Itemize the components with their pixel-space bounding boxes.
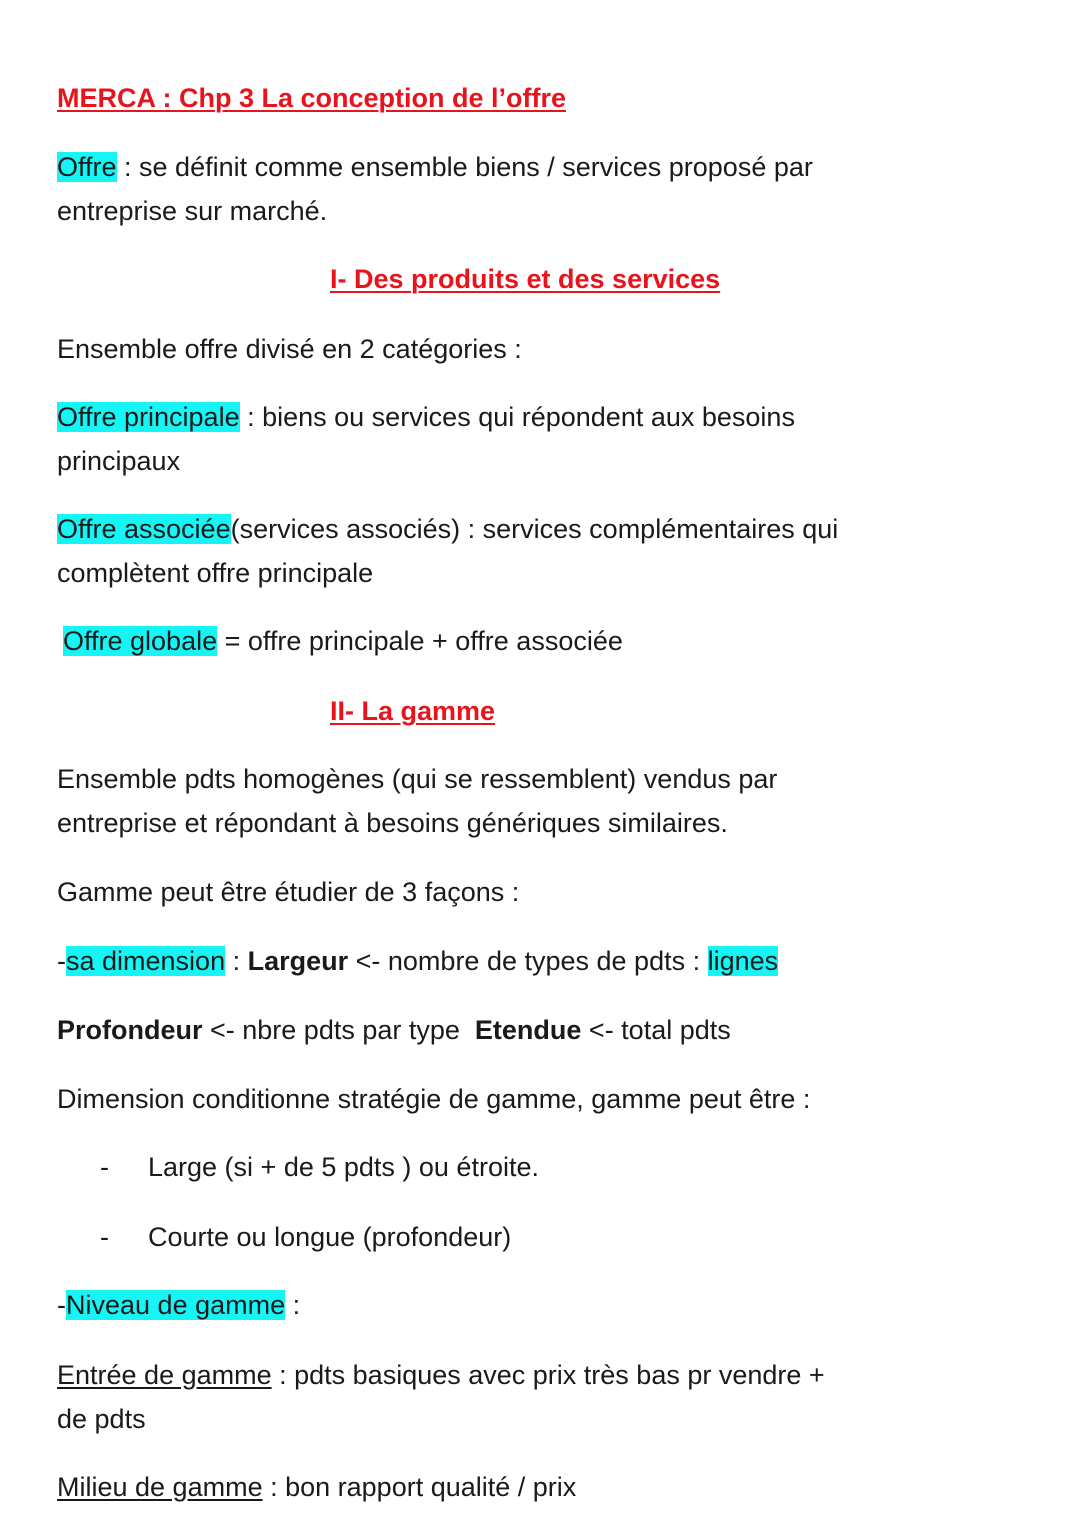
largeur-text: <- nombre de types de pdts : — [348, 946, 708, 976]
section2-heading: II- La gamme — [330, 696, 496, 726]
bullet-dash-1: - — [100, 1152, 109, 1182]
profondeur-line — [57, 1008, 731, 1052]
term-entree-de-gamme: Entrée de gamme — [57, 1360, 272, 1390]
entree-gamme-line1 — [57, 1353, 825, 1397]
milieu-gamme-text: : bon rapport qualité / prix — [262, 1472, 577, 1502]
bullet-text-2: Courte ou longue (profondeur) — [148, 1222, 512, 1252]
term-offre-associee: Offre associée — [57, 514, 231, 544]
niveau-dash: - — [57, 1290, 66, 1320]
offre-globale-text: = offre principale + offre associée — [217, 626, 623, 656]
offre-globale-line — [63, 619, 623, 663]
section1-heading: I- Des produits et des services — [330, 264, 721, 294]
term-offre-globale: Offre globale — [63, 626, 218, 656]
gamme-etude-line: Gamme peut être étudier de 3 façons : — [57, 877, 520, 907]
term-etendue: Etendue — [474, 1015, 582, 1045]
niveau-sep: : — [285, 1290, 301, 1320]
dimension-sep: : — [225, 946, 248, 976]
entree-gamme-line2: de pdts — [57, 1404, 146, 1434]
dimension-line — [57, 939, 778, 983]
offre-principale-text: : biens ou services qui répondent aux besoins — [239, 402, 795, 432]
bullet-dash-2: - — [100, 1222, 109, 1252]
term-milieu-de-gamme: Milieu de gamme — [57, 1472, 263, 1502]
offre-associee-line1 — [57, 507, 838, 551]
term-offre-principale: Offre principale — [57, 402, 240, 432]
term-largeur: Largeur — [247, 946, 349, 976]
section1-intro: Ensemble offre divisé en 2 catégories : — [57, 334, 522, 364]
offre-principale-line2: principaux — [57, 446, 181, 476]
strategie-line: Dimension conditionne stratégie de gamme, gamme peut être : — [57, 1084, 811, 1114]
milieu-gamme-line — [57, 1465, 576, 1509]
profondeur-text: <- nbre pdts par type — [202, 1015, 475, 1045]
offre-definition-line1 — [57, 145, 813, 189]
gamme-definition-line2: entreprise et répondant à besoins génériques similaires. — [57, 808, 728, 838]
dimension-dash: - — [57, 946, 66, 976]
niveau-gamme-line — [57, 1283, 300, 1327]
term-niveau-de-gamme: Niveau de gamme — [66, 1290, 286, 1320]
offre-definition-line2: entreprise sur marché. — [57, 196, 328, 226]
term-profondeur: Profondeur — [57, 1015, 203, 1045]
offre-associee-line2: complètent offre principale — [57, 558, 374, 588]
entree-gamme-text: : pdts basiques avec prix très bas pr vendre + — [271, 1360, 825, 1390]
bullet-text-1: Large (si + de 5 pdts ) ou étroite. — [148, 1152, 539, 1182]
offre-associee-text: (services associés) : services complémentaires qui — [230, 514, 839, 544]
offre-definition-text: : se définit comme ensemble biens / services proposé par — [116, 152, 813, 182]
term-lignes: lignes — [707, 946, 779, 976]
offre-principale-line1 — [57, 395, 795, 439]
etendue-text: <- total pdts — [581, 1015, 731, 1045]
term-sa-dimension: sa dimension — [66, 946, 226, 976]
term-offre: Offre — [57, 152, 117, 182]
document-title: MERCA : Chp 3 La conception de l’offre — [57, 83, 567, 113]
gamme-definition-line1: Ensemble pdts homogènes (qui se ressemblent) vendus par — [57, 764, 778, 794]
